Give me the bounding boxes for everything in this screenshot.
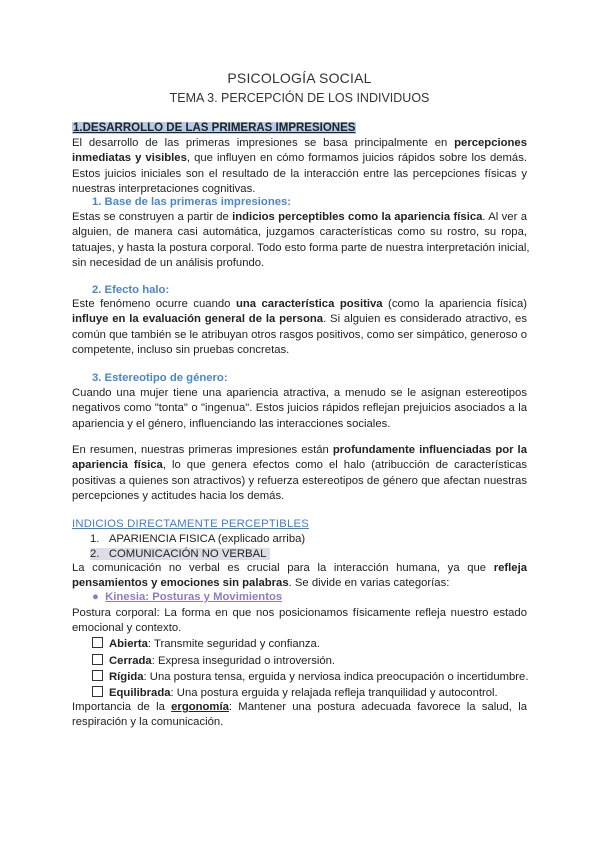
subheading-estereotipo: 3. Estereotipo de género: bbox=[92, 372, 228, 384]
subheading-base: 1. Base de las primeras impresiones: bbox=[92, 196, 292, 208]
text-line: emocional y contexto. bbox=[72, 622, 182, 635]
kinesia-heading: ● Kinesia: Posturas y Movimientos bbox=[92, 591, 283, 603]
text-line: respiración y la comunicación. bbox=[72, 716, 224, 729]
text-line: tatuajes, y hasta la postura corporal. Todo esto forma parte de nuestra interpretación inicial, bbox=[72, 241, 530, 254]
resumen-paragraph bbox=[72, 443, 527, 505]
comunicacion-paragraph bbox=[72, 561, 527, 592]
checkbox-icon[interactable] bbox=[92, 654, 103, 665]
text-line: nuestras interpretaciones cognitivas. bbox=[72, 183, 256, 196]
checklist-item-rigida: Rígida: Una postura tensa, erguida y nerviosa indica preocupación o incertidumbre. bbox=[92, 670, 528, 683]
checkbox-icon[interactable] bbox=[92, 686, 103, 697]
ergonomia-paragraph bbox=[72, 700, 527, 731]
text-line: En resumen, nuestras primeras impresiones están profundamente influenciadas por la bbox=[72, 444, 527, 456]
halo-paragraph bbox=[72, 297, 527, 359]
checklist-item-cerrada: Cerrada: Expresa inseguridad o introversión. bbox=[92, 654, 335, 667]
text-line: sin necesidad de un análisis profundo. bbox=[72, 257, 265, 270]
list-item-comunicacion: 2. COMUNICACIÓN NO VERBAL bbox=[90, 548, 270, 560]
section-heading-primeras-impresiones: 1.DESARROLLO DE LAS PRIMERAS IMPRESIONES bbox=[73, 122, 356, 134]
text-line: Estos juicios iniciales son el resultado de la interacción entre las percepciones físicas y bbox=[72, 167, 527, 180]
checklist-item-equilibrada: Equilibrada: Una postura erguida y relajada refleja tranquilidad y autocontrol. bbox=[92, 686, 498, 699]
bullet-icon: ● bbox=[92, 591, 99, 603]
checkbox-icon[interactable] bbox=[92, 637, 103, 648]
estereotipo-paragraph bbox=[72, 386, 527, 432]
list-item-apariencia: 1. APARIENCIA FISICA (explicado arriba) bbox=[90, 533, 306, 545]
checkbox-icon[interactable] bbox=[92, 670, 103, 681]
text-line: apariencia física, lo que genera efectos como el halo (atribucción de características bbox=[72, 459, 527, 472]
subheading-efecto-halo: 2. Efecto halo: bbox=[92, 284, 170, 296]
text-line: competente, incluso sin pruebas concretas. bbox=[72, 344, 290, 357]
text-line: Postura corporal: La forma en que nos posicionamos físicamente refleja nuestro estado bbox=[72, 607, 527, 619]
intro-paragraph bbox=[72, 136, 527, 198]
base-paragraph bbox=[72, 210, 530, 272]
text-line: influye en la evaluación general de la persona. Si alguien es considerado atractivo, es bbox=[72, 313, 527, 326]
section-heading-indicios: INDICIOS DIRECTAMENTE PERCEPTIBLES bbox=[72, 518, 309, 530]
text-line: Este fenómeno ocurre cuando una característica positiva (como la apariencia física) bbox=[72, 298, 527, 310]
text-line: negativos como "tonta" o "ingenua". Estos juicios rápidos reflejan prejuicios asociados a la bbox=[72, 402, 527, 415]
text-line: común que también se le atribuyan otros rasgos positivos, como ser simpático, generoso o bbox=[72, 328, 527, 341]
text-line: Estas se construyen a partir de indicios perceptibles como la apariencia física. Al ver a bbox=[72, 211, 527, 223]
text-line: Cuando una mujer tiene una apariencia atractiva, a menudo se le asignan estereotipos bbox=[72, 387, 527, 399]
postura-paragraph bbox=[72, 606, 527, 637]
text-line: La comunicación no verbal es crucial para la interacción humana, ya que refleja bbox=[72, 562, 527, 574]
page-title: PSICOLOGÍA SOCIAL bbox=[227, 70, 372, 86]
text-line: Importancia de la ergonomía: Mantener una postura adecuada favorece la salud, la bbox=[72, 701, 527, 713]
text-line: alguien, de manera casi automática, juzgamos características como su rostro, su ropa, bbox=[72, 226, 527, 239]
checklist-item-abierta: Abierta: Transmite seguridad y confianza. bbox=[92, 637, 320, 650]
page-subtitle: TEMA 3. PERCEPCIÓN DE LOS INDIVIDUOS bbox=[169, 91, 430, 105]
text-line: pensamientos y emociones sin palabras. Se divide en varias categorías: bbox=[72, 577, 450, 590]
text-line: positivas a quienes son atractivos) y refuerza estereotipos de género que afectan nuestras bbox=[72, 474, 527, 487]
text-line: percepciones y actitudes hacia los demás. bbox=[72, 490, 285, 503]
text-line: inmediatas y visibles, que influyen en cómo formamos juicios rápidos sobre los demás. bbox=[72, 152, 527, 165]
text-line: El desarrollo de las primeras impresiones se basa principalmente en percepciones bbox=[72, 137, 527, 149]
text-line: apariencia y el género, influenciando las interacciones sociales. bbox=[72, 417, 391, 430]
